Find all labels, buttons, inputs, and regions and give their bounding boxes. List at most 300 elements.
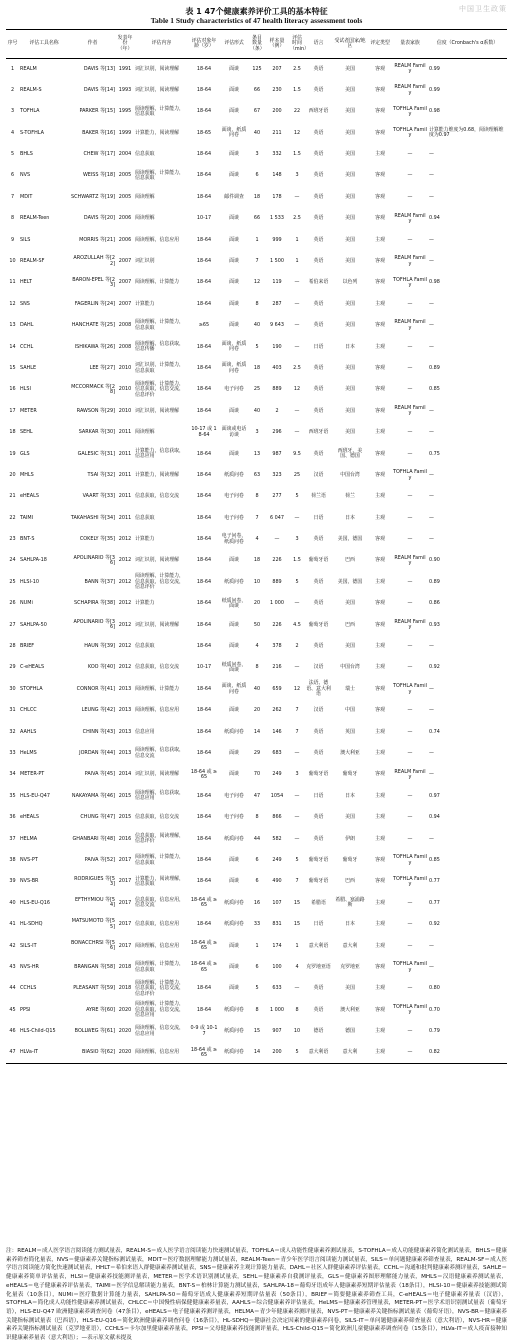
table-cell: — [294,300,300,307]
table-cell: 2011 [118,471,132,478]
table-cell: 荷兰语 [311,493,326,500]
header-family: 量表家族 [392,30,428,59]
table-cell: 面谈 [229,643,239,650]
table-cell: eHEALS [20,814,39,821]
table-cell: 35 [9,792,16,799]
table-cell: REALM-SF [20,258,45,265]
table-cell: 4 [255,536,259,543]
table-cell: SAHLPA-50 [20,621,47,628]
table-cell: 1 [255,942,259,949]
table-cell: — [407,578,413,585]
table-cell: 英语 [313,450,324,457]
table-cell: 16 [253,899,261,906]
table-cell: 12 [9,300,16,307]
table-cell: 45 [9,1006,16,1013]
table-cell: — [429,835,434,842]
table-cell: 2017 [118,921,132,928]
table-cell: 面谈 [229,65,239,72]
table-cell: 2020 [118,1006,132,1013]
table-cell: — [407,707,413,714]
table-cell: 1 [295,258,299,265]
table-cell: 以色列 [342,279,358,286]
table-cell: 12 [293,386,301,393]
table-cell: 面谈 [229,258,239,265]
table-cell: 0.94 [429,814,440,821]
table-cell: 2011 [118,514,132,521]
table-cell: 面谈 [229,108,239,115]
table-cell: 226 [272,621,282,628]
table-cell: 0.85 [429,856,440,863]
table-row [6,743,507,764]
table-cell: 18-64 [196,343,212,350]
table-cell: 40 [253,129,261,136]
table-cell: BONACCHRSI 等[56] [71,939,115,952]
table-cell: — [294,322,300,329]
table-cell: HELT [20,279,32,286]
table-cell: — [407,236,413,243]
table-cell: 1 533 [269,215,284,222]
table-cell: 计算能力，阅读理解 [135,129,180,136]
table-cell: 英语 [313,835,324,842]
table-cell: 2.5 [293,65,301,72]
table-row [6,786,507,807]
table-cell: 190 [272,343,282,350]
table-cell: 英语 [313,600,324,607]
table-cell: TOFHLA Family [393,105,427,117]
table-cell: 客观 [375,322,385,329]
table-cell: 美国，德国 [337,536,363,543]
table-cell: 2 [295,643,299,650]
table-cell: 25 [293,471,301,478]
table-title-en: Table 1 Study characteristics of 47 health literacy assessment tools [150,16,363,25]
table-cell: 美国 [345,643,355,650]
table-row [6,358,507,379]
table-cell: 词汇识别，阅读理解 [135,86,180,93]
table-cell: 英语 [313,386,324,393]
table-cell: 美国 [345,407,355,414]
table-cell: 西班牙语 [308,108,329,115]
table-cell: 37 [9,835,16,842]
table-cell: 英语 [313,814,324,821]
table-cell: 12 [253,279,261,286]
table-cell: 2014 [118,771,132,778]
table-cell: — [294,664,300,671]
table-cell: 阅读理解，计算能力，信息获取，信息交流，信息应用 [135,1001,184,1019]
table-cell: 6 [255,856,259,863]
table-cell: AAHLS [20,728,37,735]
table-cell: 5 [255,985,259,992]
table-cell: 8 [255,814,259,821]
table-cell: 0.92 [429,921,440,928]
table-cell: — [294,343,300,350]
table-row [6,401,507,422]
table-cell: 美国 [345,65,355,72]
table-cell: 287 [272,300,282,307]
table-cell: 意大利 [332,1042,368,1063]
table-cell: 主观 [375,236,385,243]
table-cell: 面谈 [229,407,239,414]
table-cell: eHEALS [20,493,39,500]
table-cell: 英语 [313,65,324,72]
table-cell: 英语 [313,236,324,243]
table-cell: CHLCC [20,707,37,714]
table-row [6,251,507,272]
table-cell: 美国 [345,86,355,93]
table-cell: 2.5 [293,364,301,371]
table-cell: 31 [9,707,16,714]
table-cell: 2 [10,86,15,93]
table-cell: PLEASANT 等[59] [73,985,115,992]
table-cell: 葡萄牙语 [308,878,329,885]
table-cell: 阅读理解，信息获取，信息传播 [135,340,184,353]
table-cell: 1995 [118,108,132,115]
table-cell: 15 [9,364,16,371]
table-cell: 6 [255,963,259,970]
table-cell: 主观 [375,493,385,500]
table-cell: 18-64 [196,685,212,692]
table-cell: MCCORMACK 等[28] [71,383,115,396]
table-cell: 伊朗 [345,835,355,842]
table-cell: 33 [253,921,261,928]
table-cell: 8 [255,664,259,671]
table-cell: — [429,151,434,158]
table-cell: 2017 [118,856,132,863]
table-cell: 28 [9,643,16,650]
table-cell: 0-9 或 10-17 [190,1025,218,1037]
table-cell: 2012 [118,536,132,543]
table-cell: HLVa-IT [19,1042,69,1063]
table-cell: 10-17 [196,664,212,671]
table-cell: 5 [295,856,299,863]
table-cell: 0.89 [429,578,440,585]
table-cell: 1 [295,942,299,949]
table-cell: BANN 等[37] [84,578,115,585]
table-row [6,615,507,636]
table-cell: CHEW 等[17] [83,151,115,158]
table-cell: 216 [272,664,282,671]
table-cell: 148 [272,172,282,179]
table-cell: BNT-S [20,536,35,543]
table-cell: 2007 [118,300,132,307]
table-cell: 39 [9,878,16,885]
table-cell: SARKAR 等[30] [78,429,115,436]
table-cell: 18-64 [196,514,212,521]
table-cell: 178 [272,193,282,200]
table-cell: 主观 [375,578,385,585]
table-cell: 0.98 [429,108,440,115]
table-cell: 信息获取，信息交流 [135,493,180,500]
table-cell: HLS-EU-Q47 [20,792,50,799]
table-cell: 英语 [313,129,324,136]
table-cell: 美国 [345,258,355,265]
table-cell: 纸质问卷 [224,728,244,735]
table-cell: 18-64 [196,921,212,928]
table-cell: 面谈 [229,878,239,885]
table-cell: — [429,172,434,179]
table-cell: 18-64 [196,193,212,200]
table-cell: 英语 [313,151,324,158]
table-cell: 2005 [118,193,132,200]
table-cell: 47 [6,1042,19,1063]
table-cell: 面谈 [229,86,239,93]
table-cell: 电子问卷 [224,814,244,821]
table-cell: — [429,942,434,949]
table-cell: HANCHATE 等[25] [71,322,115,329]
table-cell: JORDAN 等[44] [79,750,115,756]
table-cell: — [274,536,280,543]
table-cell: 意大利语 [308,942,329,949]
table-cell: 8 [10,215,15,222]
table-cell: 瑞士 [345,685,355,692]
table-cell: 0.85 [429,386,440,393]
table-row [6,593,507,614]
table-cell: 美国 [345,300,355,307]
table-cell: 葡萄牙语 [308,621,329,628]
table-cell: 582 [272,835,282,842]
table-cell: 美国 [345,129,355,136]
table-cell: 5 [255,343,259,350]
table-cell: 主观 [375,514,385,521]
table-cell: — [407,364,413,371]
table-row [6,722,507,743]
table-cell: TOFHLA Family [393,683,427,695]
table-cell: 主观 [375,750,385,756]
table-cell: 2017 [118,942,132,949]
table-row [6,1021,507,1042]
table-cell: 阅读理解，计算能力，信息获取 [135,319,184,331]
table-cell: 889 [272,386,282,393]
table-cell: 克罗地亚 [340,963,360,970]
table-cell: 2016 [118,835,132,842]
characteristics-table [6,29,507,1064]
table-cell: 美国 [345,429,355,436]
table-cell: 信息获取，阅读理解，信息评价 [135,832,184,845]
header-country: 受试者国家/地区 [332,30,368,59]
header-items: 条目数量（条） [249,30,265,59]
table-cell: 10 [253,578,261,585]
table-cell: 42 [9,942,16,949]
table-cell: 纸质问卷 [224,1028,244,1035]
table-cell: ≥65 [198,322,210,329]
table-cell: PPSI [20,1006,31,1013]
table-cell: REALM Family [394,84,426,96]
table-cell: 18-64 或 ≥65 [190,768,218,781]
header-time: 评估时间（min） [289,30,305,59]
table-cell: — [429,750,434,756]
table-cell: 2004 [118,151,132,158]
table-cell: 332 [272,151,282,158]
table-cell: 2020 [118,1028,132,1035]
table-cell: 3 [10,108,15,115]
table-cell: 面谈 [229,279,239,286]
table-cell: 7 [295,707,299,714]
header-sample: 样本量（例） [265,30,289,59]
table-cell: 20 [253,707,261,714]
table-row [6,59,507,80]
table-cell: 主观 [375,921,385,928]
table-cell: 阅读理解，计算能力，信息获取，信息交流，信息评价 [135,380,184,398]
table-cell: 0.99 [429,86,440,93]
table-cell: REALM Family [394,768,426,781]
table-cell: 0.89 [429,364,440,371]
table-cell: 1.5 [293,86,301,93]
table-cell: 0.92 [429,664,440,671]
table-cell: 0.97 [429,792,440,799]
table-cell: 70 [253,771,261,778]
table-cell: C-eHEALS [20,664,45,671]
table-cell: TOFHLA Family [393,961,427,973]
table-cell: — [429,343,434,350]
table-cell: 5 [295,493,299,500]
table-cell: 19 [9,450,16,457]
table-cell: 323 [272,471,282,478]
table-cell: 0.70 [429,1006,440,1013]
table-cell: HLSI [20,386,31,393]
table-cell: 英语 [313,985,324,992]
table-cell: — [407,899,413,906]
table-row [6,187,507,208]
table-cell: 13 [9,322,16,329]
table-cell: 2010 [118,386,132,393]
table-cell: 200 [265,1042,289,1063]
table-cell: 2007 [118,279,132,286]
table-cell: 11 [9,279,16,286]
table-row [6,550,507,571]
table-cell: 2020 [116,1042,134,1063]
table-cell: 葡萄牙语 [308,771,329,778]
table-row [6,1000,507,1021]
table-cell: 2008 [118,343,132,350]
journal-watermark: 中国卫生政策 [459,5,507,13]
table-cell: 阅读理解，计算能力，信息获取 [135,105,184,117]
table-cell: 汉语 [313,471,324,478]
table-cell: NAKAYAMA 等[46] [71,792,115,799]
table-cell: 2017 [118,899,132,906]
table-cell: 2013 [118,685,132,692]
table-cell: 9 [10,236,15,243]
table-cell: 18-64 [196,300,212,307]
header-language: 语言 [305,30,332,59]
table-cell: METER [20,407,37,414]
table-cell: 美国 [345,193,355,200]
table-cell: 主观 [375,792,385,799]
table-cell: 0.77 [429,878,440,885]
table-cell: — [429,236,434,243]
table-cell: 23 [9,536,16,543]
header-tool-name: 评估工具名称 [19,30,69,59]
header-index: 序号 [6,30,19,59]
table-cell: 277 [272,493,282,500]
table-cell: NVS-PT [20,856,38,863]
table-cell: 主观 [375,942,385,949]
table-cell: BOLLWEG 等[61] [74,1028,115,1035]
table-cell: 信息获取，信息应用，信息交流 [135,897,184,909]
table-cell: 1.5 [293,557,301,564]
table-cell: 英语 [313,728,324,735]
table-cell: 8 [255,300,259,307]
table-cell: HELMA [20,835,38,842]
table-cell: 阅读理解，计算能力，信息获取 [135,854,184,866]
table-cell: 日语 [313,921,324,928]
table-cell: 50 [253,621,261,628]
table-cell: REALM Family [394,63,426,75]
table-cell: 21 [9,493,16,500]
table-cell: 18-64 [196,621,212,628]
table-cell: 2012 [118,643,132,650]
table-cell: 信息获取 [135,151,155,158]
table-cell: GHANBARI 等[48] [72,835,115,842]
table-cell: 词汇识别，阅读理解 [135,771,180,778]
table-cell: 日语 [313,792,324,799]
table-cell: 信息获取 [135,643,155,650]
table-cell: 1054 [270,792,284,799]
table-cell: BARON-EPEL 等[23] [72,276,115,289]
table-cell: 1999 [118,129,132,136]
table-cell: 18-65 [196,129,212,136]
table-row [6,914,507,935]
table-cell: 18-64 [196,471,212,478]
table-cell: 2012 [118,578,132,585]
table-cell: 18-64 或 ≥65 [189,1042,219,1063]
table-row [6,871,507,892]
table-cell: CCHLS [20,985,37,992]
table-cell: 41 [9,921,16,928]
table-cell: 汉语 [313,664,324,671]
table-cell: 中国台湾 [340,664,360,671]
table-cell: 40 [253,407,261,414]
table-cell: 18-64 [196,728,212,735]
table-cell: 38 [9,856,16,863]
table-cell: METER-PT [20,771,45,778]
table-cell: 18-64 [196,835,212,842]
table-cell: 18-64 [196,707,212,714]
table-cell: 阅读理解，信息获取，信息交流 [135,747,184,759]
table-cell: — [407,600,413,607]
table-cell: — [429,258,434,265]
table-cell: 17 [9,407,16,414]
table-cell: 词汇识别，阅读理解 [135,65,180,72]
table-cell: 美国 [345,151,355,158]
table-cell: 日本 [345,792,355,799]
table-cell: 英语 [313,1006,324,1013]
table-cell: 18-64 [196,172,212,179]
table-cell: 面谈 [229,750,239,756]
table-cell: — [294,835,300,842]
table-cell: 计算能力，信息获取，信息应用 [135,447,184,460]
table-cell: 纸质问卷 [224,578,244,585]
table-cell: 阅读理解，计算能力，信息获取，信息交流，信息评价 [135,573,184,591]
header-author: 作者 [69,30,116,59]
table-cell: CHINN 等[43] [82,728,115,735]
table-cell: 125 [252,65,262,72]
table-cell: 英语 [313,215,324,222]
table-cell: 1 [10,65,15,72]
table-cell: 18-64 [196,814,212,821]
table-cell: 2 [275,407,279,414]
table-cell: 18-64 [196,151,212,158]
table-cell: — [407,172,413,179]
table-cell: TOFHLA Family [393,854,427,866]
table-row [6,657,507,678]
table-cell: 9 643 [269,322,284,329]
table-cell: 33 [9,750,16,756]
table-cell: 27 [9,621,16,628]
table-cell: 信息获取，信息交流 [135,814,180,821]
table-cell: REALM Family [394,255,426,267]
table-cell: 987 [272,450,282,457]
table-cell: 4 [295,963,299,970]
table-cell: 2015 [118,814,132,821]
